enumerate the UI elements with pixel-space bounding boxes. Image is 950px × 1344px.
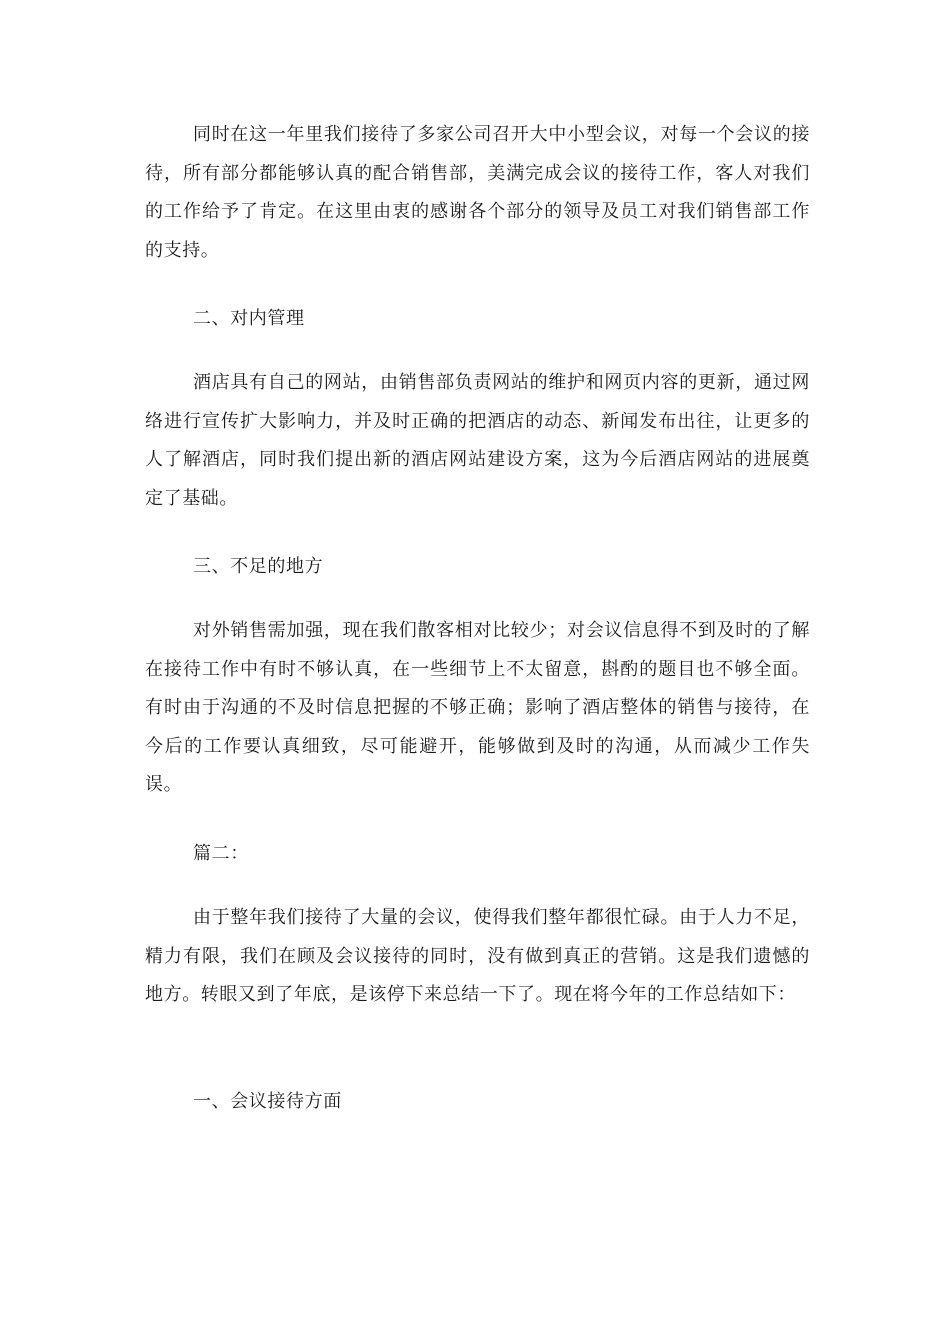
paragraph-hotel-website: 酒店具有自己的网站，由销售部负责网站的维护和网页内容的更新，通过网络进行宣传扩大影响力，并及时正确的把酒店的动态、新闻发布出往，让更多的人了解酒店，同时我们提出新的酒店网站建设方案，这为今后酒店网站的进展奠定了基础。: [145, 372, 810, 509]
heading-internal-management: 二、对内管理: [193, 308, 305, 329]
paragraph-external-sales: 对外销售需加强，现在我们散客相对比较少；对会议信息得不到及时的了解在接待工作中有时不够认真，在一些细节上不太留意，斟酌的题目也不够全面。有时由于沟通的不及时信息把握的不够正确；影响了酒店整体的销售与接待，在今后的工作要认真细致，尽可能避开，能够做到及时的沟通，从而减少工作失误。: [145, 620, 810, 795]
paragraph-meeting-reception: 同时在这一年里我们接待了多家公司召开大中小型会议，对每一个会议的接待，所有部分都能够认真的配合销售部，美满完成会议的接待工作，客人对我们的工作给予了肯定。在这里由衷的感谢各个部分的领导及员工对我们销售部工作的支持。: [145, 124, 810, 261]
heading-part-two: 篇二：: [193, 843, 249, 864]
paragraph-year-summary: 由于整年我们接待了大量的会议，使得我们整年都很忙碌。由于人力不足，精力有限，我们在顾及会议接待的同时，没有做到真正的营销。这是我们遗憾的地方。转眼又到了年底，是该停下来总结一下了。现在将今年的工作总结如下：: [145, 907, 810, 1005]
heading-shortcomings: 三、不足的地方: [193, 556, 324, 577]
heading-meeting-reception: 一、会议接待方面: [193, 1091, 342, 1112]
